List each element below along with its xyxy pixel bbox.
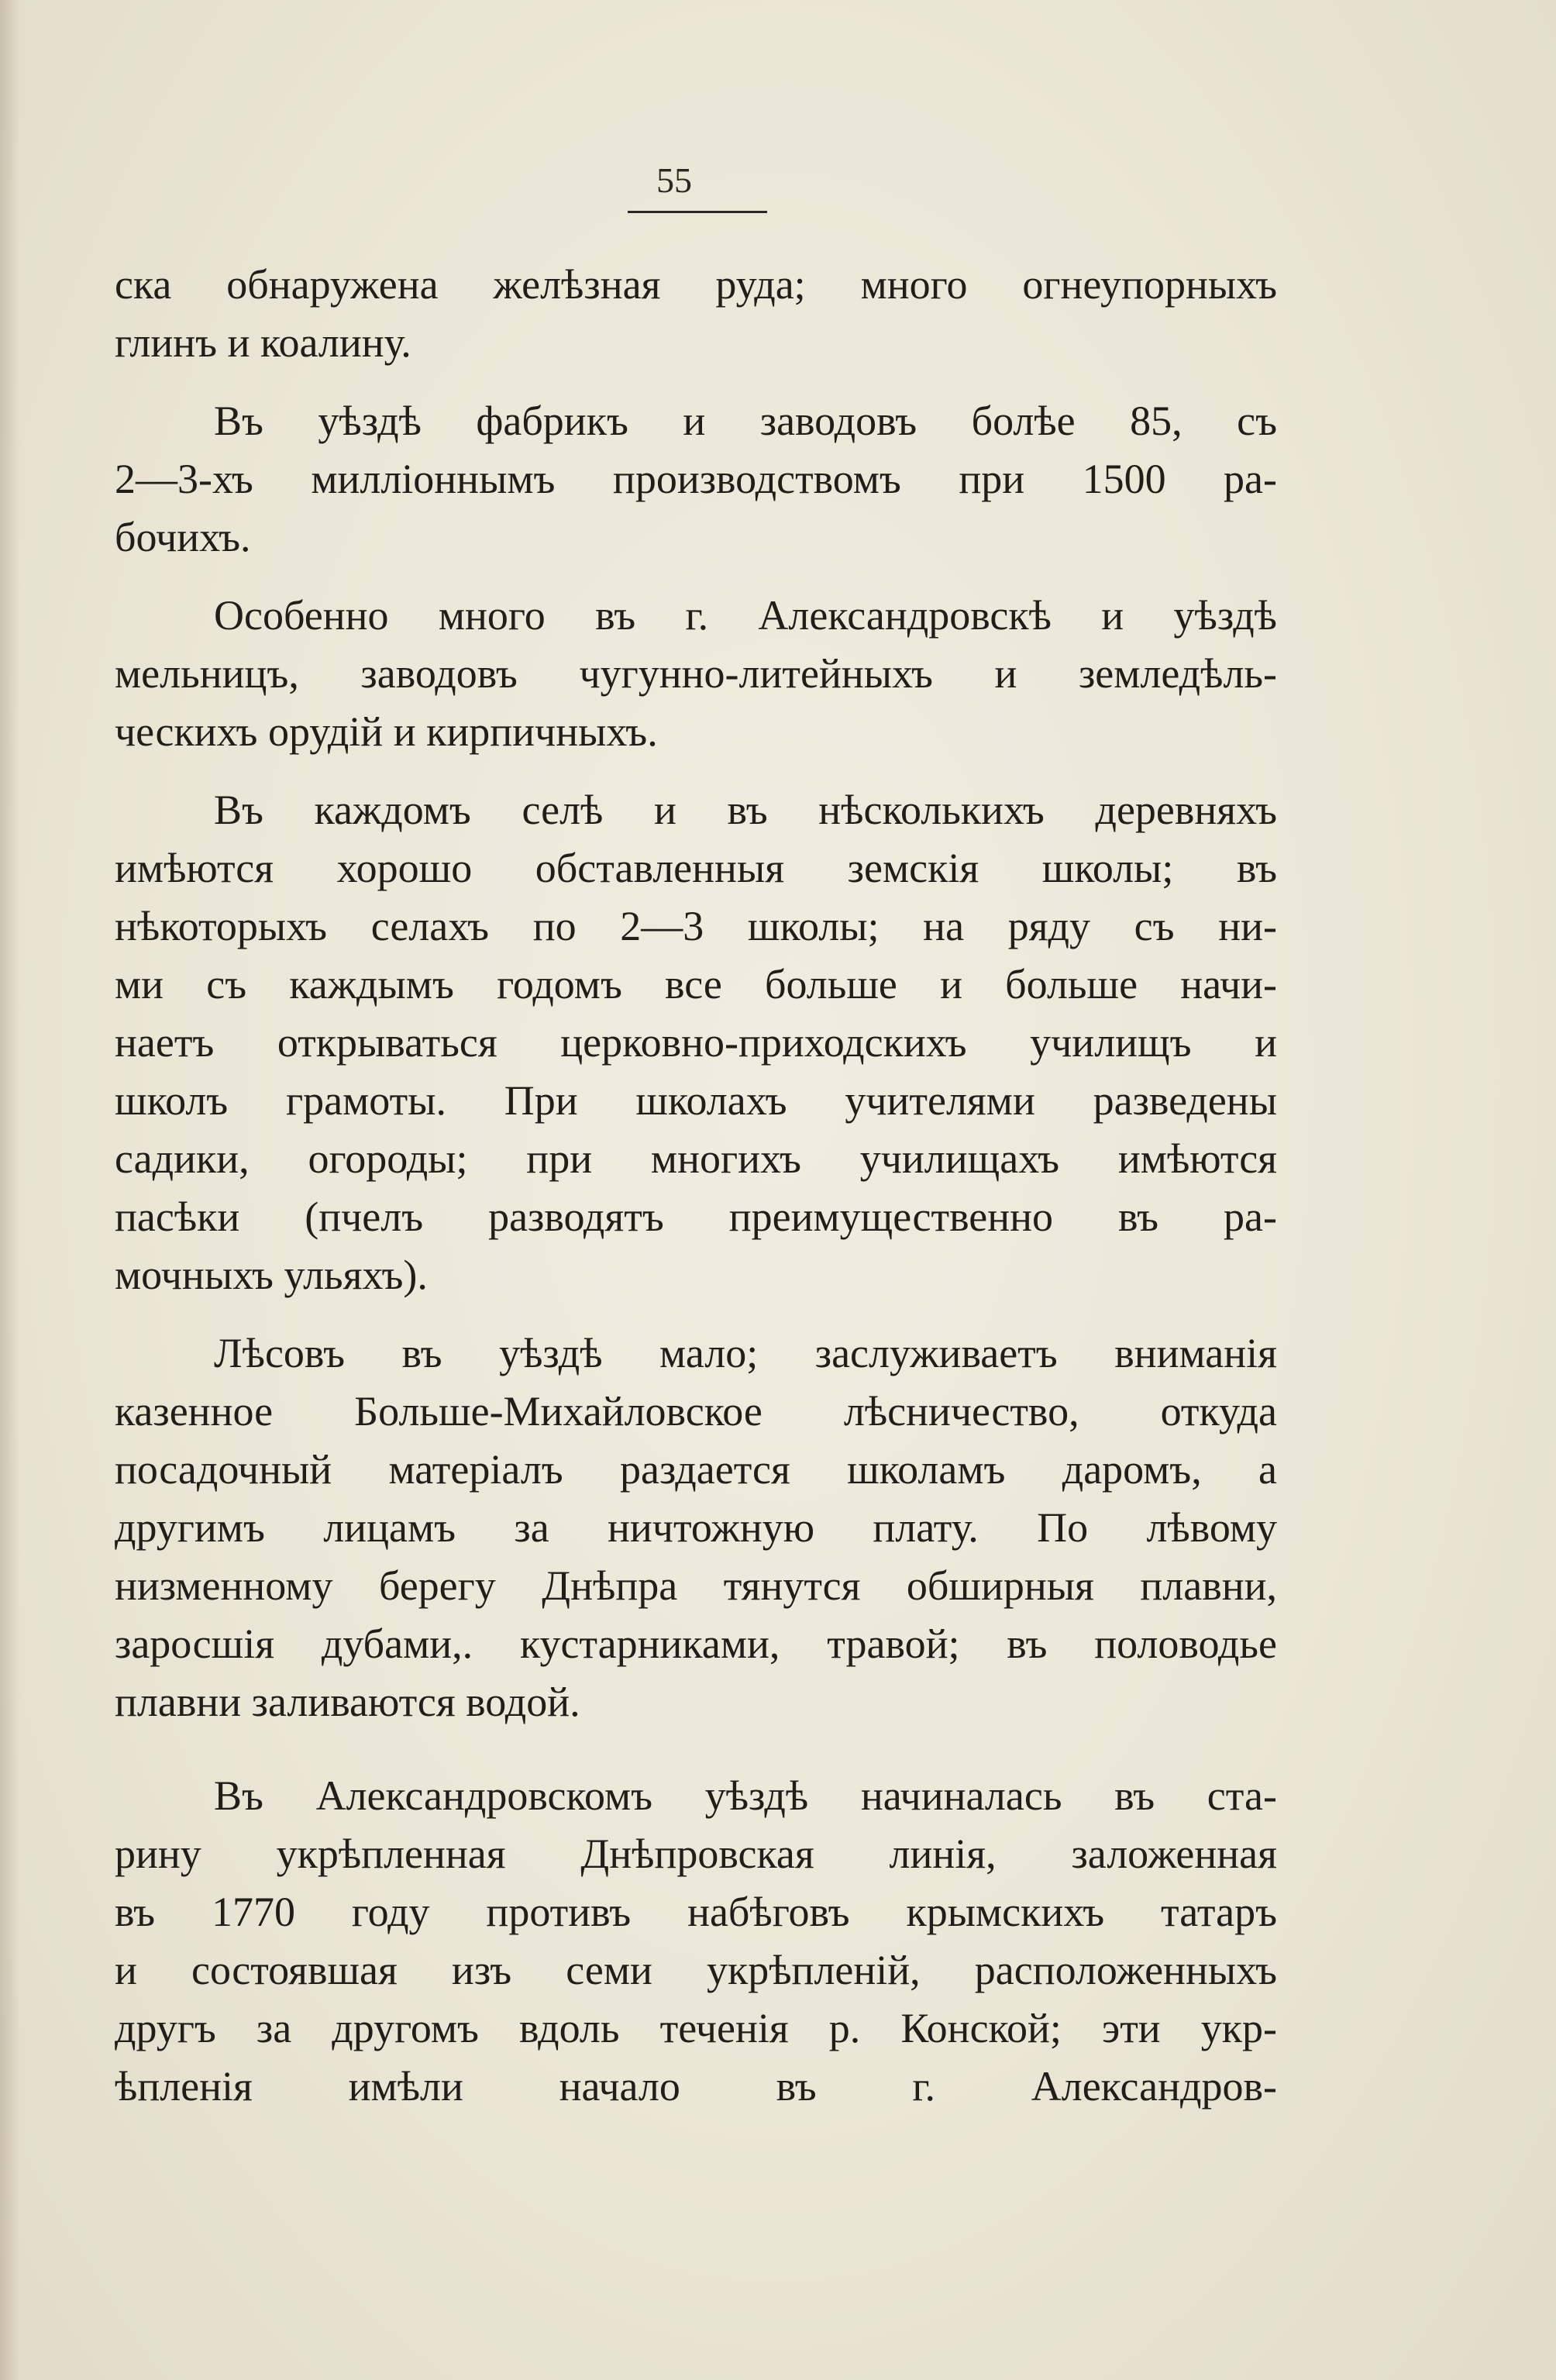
text-line: другимъ лицамъ за ничтожную плату. По лѣвому: [115, 1504, 1277, 1551]
paragraph: [115, 587, 1277, 761]
paragraph: [115, 1767, 1277, 2116]
text-line: мочныхъ ульяхъ).: [115, 1252, 428, 1298]
text-line: пасѣки (пчелъ разводятъ преимущественно въ ра-: [115, 1193, 1277, 1240]
text-line: и состоявшая изъ семи укрѣпленій, расположенныхъ: [115, 1947, 1277, 1993]
text-line: посадочный матеріалъ раздается школамъ даромъ, а: [115, 1446, 1277, 1493]
text-line: нѣкоторыхъ селахъ по 2—3 школы; на ряду съ ни-: [115, 903, 1277, 949]
text-line: школъ грамоты. При школахъ учителями разведены: [115, 1077, 1277, 1124]
text-line: низменному берегу Днѣпра тянутся обширныя плавни,: [115, 1562, 1277, 1609]
paragraph: [115, 781, 1277, 1304]
text-line: бочихъ.: [115, 514, 251, 560]
text-line: имѣются хорошо обставленныя земскія школы; въ: [115, 845, 1277, 891]
text-line: плавни заливаются водой.: [115, 1679, 580, 1725]
text-line: ческихъ орудій и кирпичныхъ.: [115, 708, 658, 755]
text-line: ми съ каждымъ годомъ все больше и больше начи-: [115, 961, 1277, 1007]
text-line: другъ за другомъ вдоль теченія р. Конской; эти укр-: [115, 2005, 1277, 2051]
text-line: садики, огороды; при многихъ училищахъ имѣются: [115, 1135, 1277, 1182]
header-rule: [628, 211, 767, 213]
paragraph: [115, 392, 1277, 567]
text-line: Особенно много въ г. Александровскѣ и уѣздѣ: [214, 592, 1277, 639]
paragraph: [115, 256, 1277, 372]
body-text: [115, 256, 1277, 2116]
page-number: 55: [656, 160, 692, 200]
paragraph: [115, 1324, 1277, 1731]
text-line: наетъ открываться церковно-приходскихъ училищъ и: [115, 1019, 1277, 1066]
text-line: Въ каждомъ селѣ и въ нѣсколькихъ деревняхъ: [214, 787, 1277, 833]
text-line: рину укрѣпленная Днѣпровская линія, заложенная: [115, 1831, 1277, 1877]
text-line: Въ Александровскомъ уѣздѣ начиналась въ ста-: [214, 1772, 1277, 1819]
text-line: ска обнаружена желѣзная руда; много огнеупорныхъ: [115, 261, 1277, 308]
text-line: мельницъ, заводовъ чугунно-литейныхъ и земледѣль-: [115, 650, 1277, 697]
text-line: въ 1770 году противъ набѣговъ крымскихъ татаръ: [115, 1889, 1277, 1935]
text-line: казенное Больше-Михайловское лѣсничество, откуда: [115, 1388, 1277, 1435]
text-line: заросшія дубами,. кустарниками, травой; въ половодье: [115, 1621, 1277, 1667]
text-line: ѣпленія имѣли начало въ г. Александров-: [115, 2063, 1277, 2110]
text-line: Въ уѣздѣ фабрикъ и заводовъ болѣе 85, съ: [214, 398, 1277, 444]
page-binding-shadow: [0, 0, 20, 2380]
text-line: 2—3-хъ милліоннымъ производствомъ при 1500 ра-: [115, 456, 1277, 502]
text-line: Лѣсовъ въ уѣздѣ мало; заслуживаетъ вниманія: [214, 1330, 1277, 1376]
text-line: глинъ и коалину.: [115, 319, 411, 366]
